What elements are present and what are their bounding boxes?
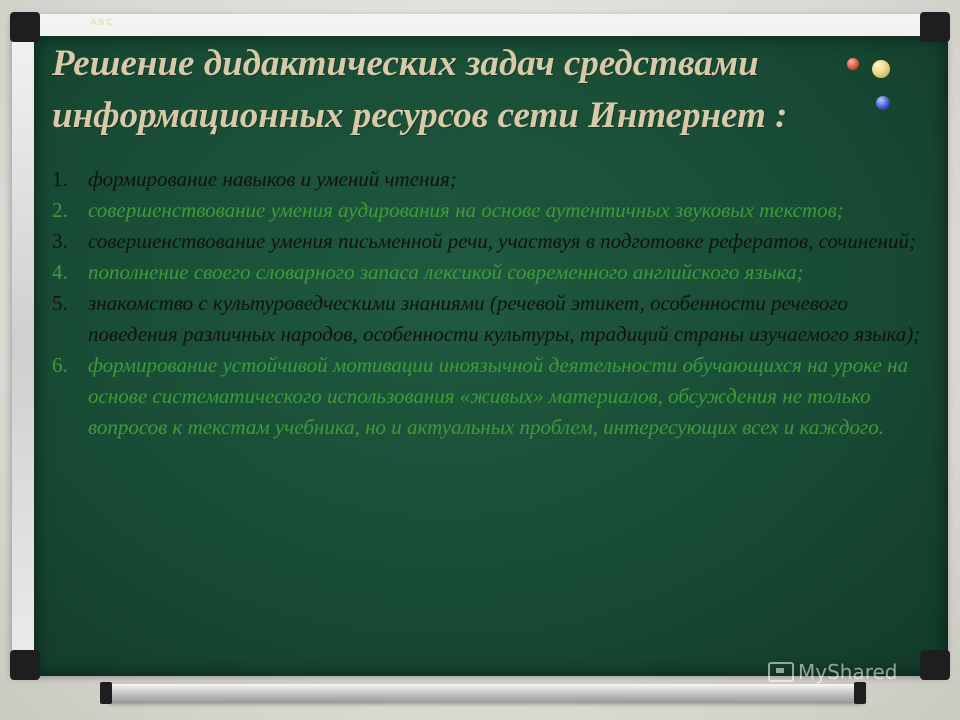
list-item-text: знакомство с культуроведческими знаниями (речевой этикет, особенности речевого поведения различных народов, особенности культуры, традиций страны изучаемого языка); <box>88 291 921 346</box>
list-item <box>52 257 927 288</box>
watermark-text: MyShared <box>798 660 898 684</box>
list-item-number: 1. <box>52 167 68 191</box>
frame-corner-top-right <box>920 12 950 42</box>
watermark <box>768 660 898 684</box>
list-item-number: 3. <box>52 229 68 253</box>
frame-corner-bottom-left <box>10 650 40 680</box>
list-item-number: 6. <box>52 353 68 377</box>
slide-title-line-2: информационных ресурсов сети Интернет : <box>52 95 788 136</box>
list-item-number: 2. <box>52 198 68 222</box>
list-item <box>52 164 927 195</box>
chalk-tray <box>108 684 864 702</box>
list-item-text: формирование устойчивой мотивации иноязычной деятельности обучающихся на уроке на основе систематического использования «живых» материалов, обсуждения не только вопросов к текстам учебника, но и актуальных проблем, интересующих всех и каждого. <box>88 353 909 439</box>
list-item-number: 5. <box>52 291 68 315</box>
list-item-text: совершенствование умения аудирования на основе аутентичных звуковых текстов; <box>88 198 844 222</box>
list-item-text: формирование навыков и умений чтения; <box>88 167 457 191</box>
task-list <box>52 164 927 443</box>
list-item-text: совершенствование умения письменной речи, участвуя в подготовке рефератов, сочинений; <box>88 229 917 253</box>
frame-corner-top-left <box>10 12 40 42</box>
slide-title-line-1: Решение дидактических задач средствами <box>52 43 759 84</box>
presentation-icon <box>768 662 794 682</box>
frame-corner-bottom-right <box>920 650 950 680</box>
list-item <box>52 288 927 350</box>
list-item-number: 4. <box>52 260 68 284</box>
chalk-tray-end-left <box>100 682 112 704</box>
yellow-ball-icon <box>872 60 890 78</box>
frame-badge: АБС <box>90 18 114 28</box>
list-item-text: пополнение своего словарного запаса лексикой современного английского языка; <box>88 260 804 284</box>
red-ball-icon <box>847 58 859 70</box>
list-item <box>52 350 927 443</box>
list-item <box>52 195 927 226</box>
slide-title <box>52 38 912 142</box>
blue-ball-icon <box>876 96 890 110</box>
list-item <box>52 226 927 257</box>
chalk-tray-end-right <box>854 682 866 704</box>
